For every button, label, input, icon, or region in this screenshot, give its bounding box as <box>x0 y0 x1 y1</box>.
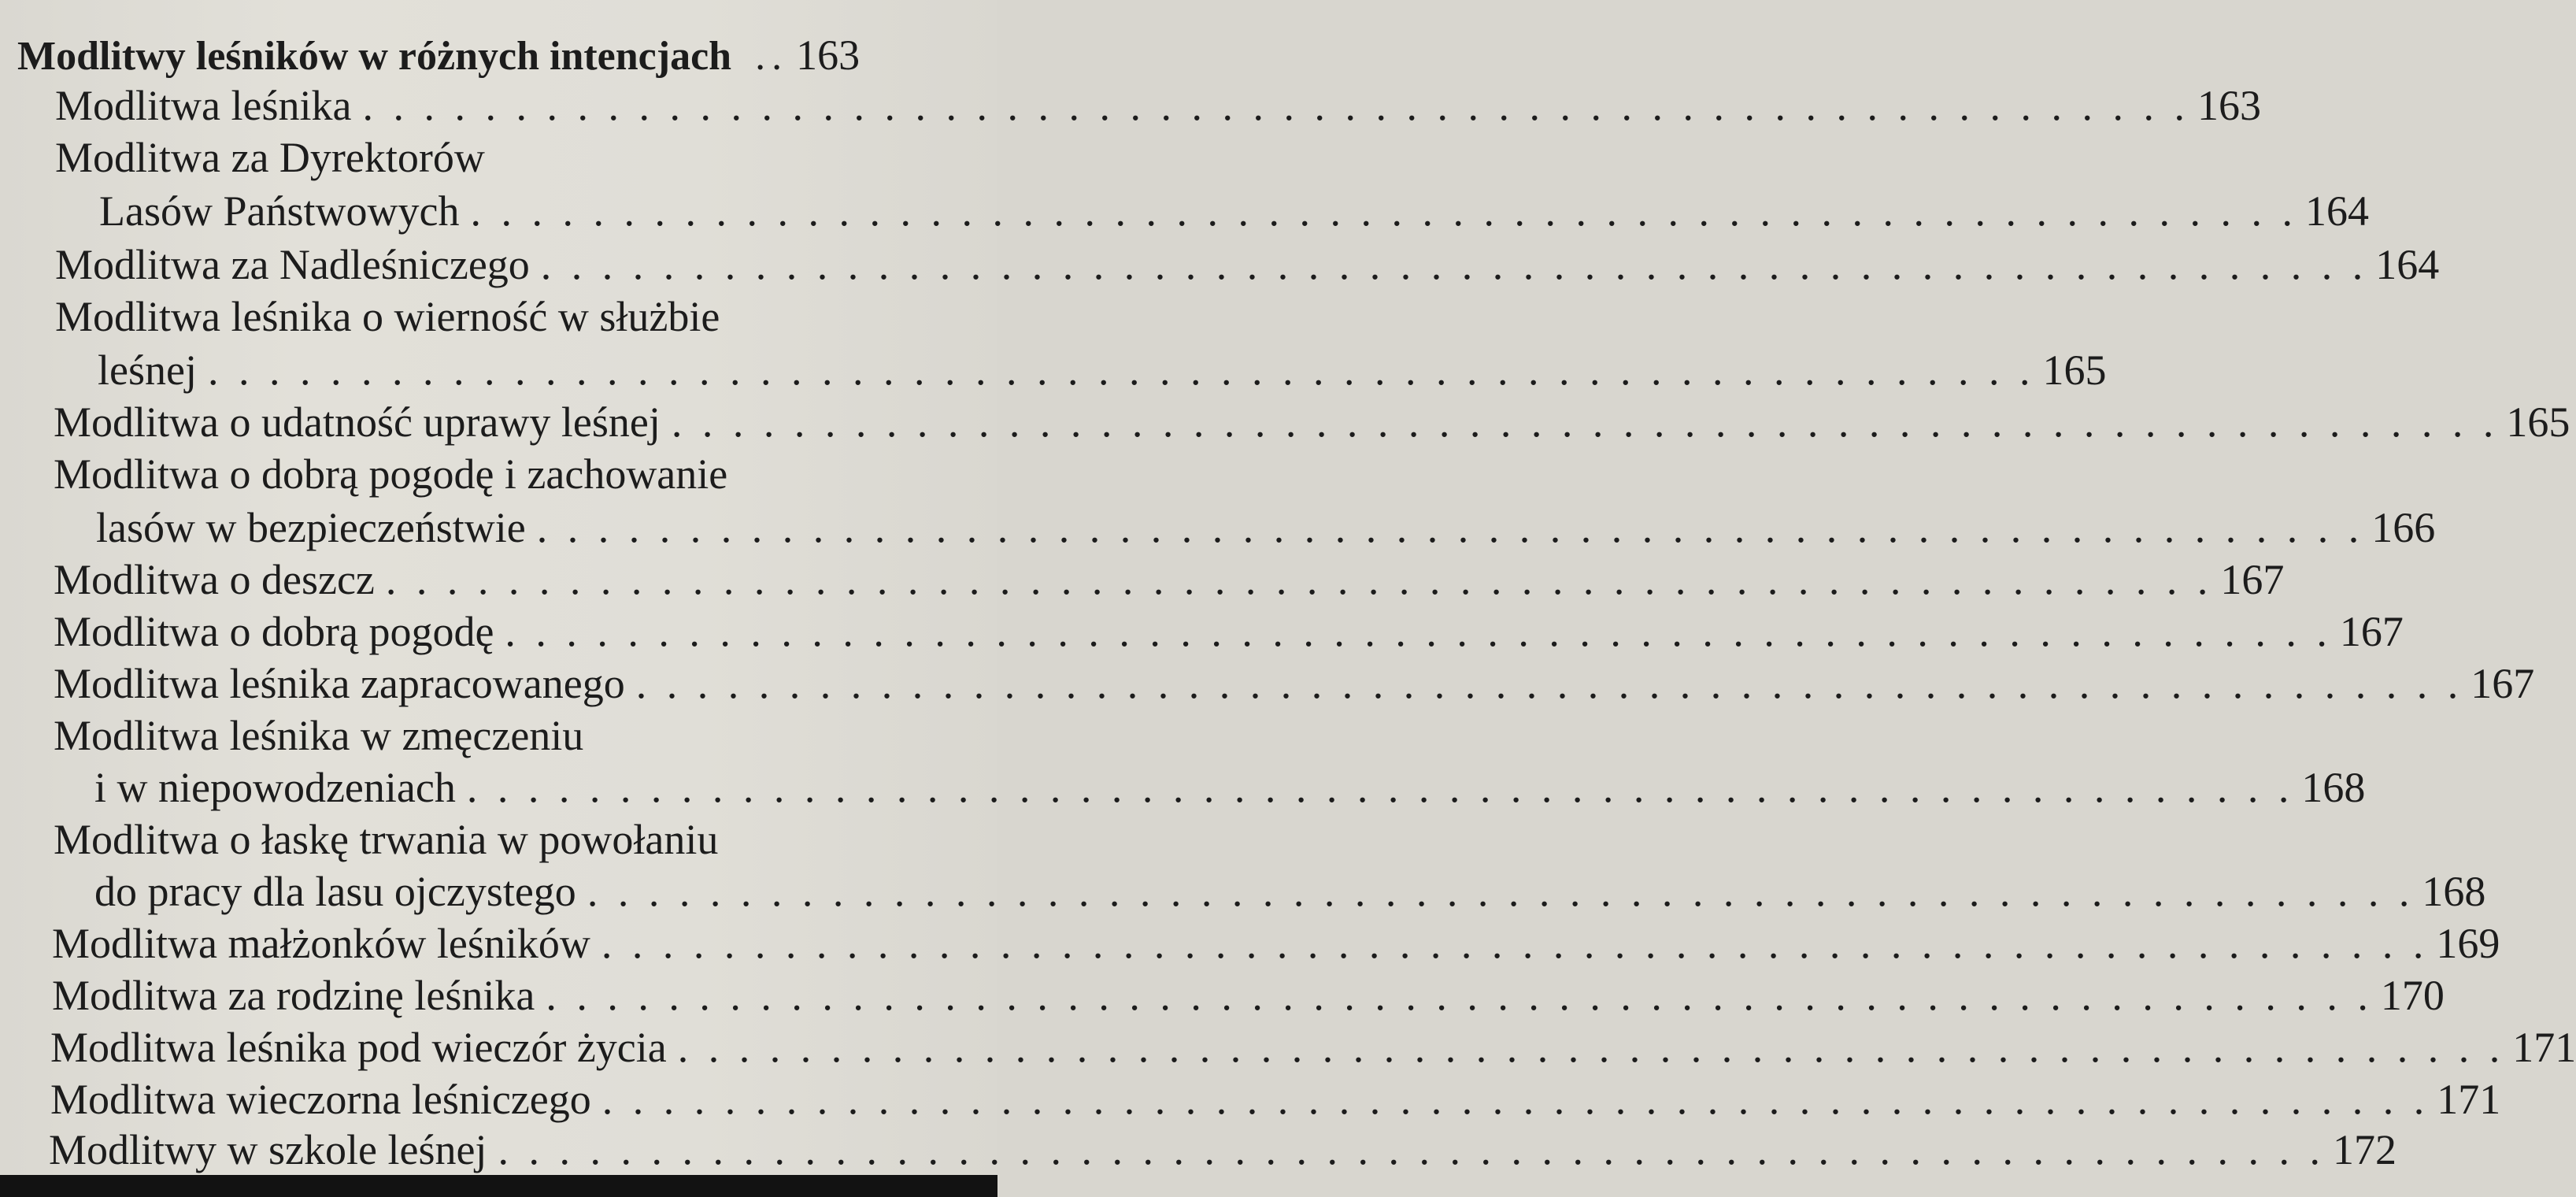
toc-leader-dots: . . . . . . . . . . . . . . . . . . . . . . . . . . . . . . . . . . . . . . . . . . . . . . . . . . . . . . . . . . . . <box>466 764 2294 811</box>
toc-leader-dots: . . . . . . . . . . . . . . . . . . . . . . . . . . . . . . . . . . . . . . . . . . . . . . . . . . . . . . . . . . . . <box>540 241 2368 288</box>
toc-leader-dots: . . . . . . . . . . . . . . . . . . . . . . . . . . . . . . . . . . . . . . . . . . . . . . . . . . . . . . . . . . . . <box>635 660 2463 707</box>
toc-entry <box>55 134 976 181</box>
toc-leader-dots: . . . . . . . . . . . . . . . . . . . . . . . . . . . . . . . . . . . . . . . . . . . . . . . . . . . . . . . . . . . . <box>546 972 2373 1019</box>
toc-entry-title: Modlitwa o dobrą pogodę i zachowanie <box>54 450 728 498</box>
toc-entry-title: Modlitwa leśnika zapracowanego <box>54 660 625 707</box>
toc-entry-continuation <box>94 764 2366 811</box>
toc-entry-continuation <box>98 346 2107 394</box>
toc-entry-title-continued: do pracy dla lasu ojczystego <box>94 868 576 915</box>
toc-leader-dots: . . . . . . . . . . . . . . . . . . . . . . . . . . . . . . . . . . . . . . . . . . . . . . . . . . . . . . . . . . . . <box>207 346 2035 394</box>
toc-entry-title: Modlitwa wieczorna leśniczego <box>50 1076 591 1123</box>
toc-page-number: 172 <box>2332 1126 2396 1173</box>
toc-entry-title: Modlitwa o dobrą pogodę <box>54 608 494 655</box>
toc-entry-continuation <box>96 504 2436 551</box>
toc-heading-title: Modlitwy leśników w różnych intencjach <box>17 34 732 79</box>
toc-leader-dots: . . . . . . . . . . . . . . . . . . . . . . . . . . . . . . . . . . . . . . . . . . . . . . . . . . . . . . . . . . . . <box>587 868 2415 915</box>
toc-entry-title-continued: i w niepowodzeniach <box>94 764 456 811</box>
toc-page-number: 169 <box>2436 920 2500 967</box>
toc-section-heading <box>17 32 976 79</box>
toc-page-number: 165 <box>2042 346 2107 394</box>
toc-entry <box>54 816 959 863</box>
toc-entry <box>54 450 968 498</box>
toc-leader-dots: . . . . . . . . . . . . . . . . . . . . . . . . . . . . . . . . . . . . . . . . . . . . . . . . . . . . . . . . . . . . <box>671 398 2499 446</box>
toc-entry <box>49 1126 2396 1173</box>
toc-entry <box>55 293 973 340</box>
toc-entry-continuation <box>94 868 2486 915</box>
toc-entry <box>50 1024 2576 1071</box>
toc-entry-title: Modlitwa za rodzinę leśnika <box>52 972 535 1019</box>
toc-page-number: 167 <box>2339 608 2404 655</box>
toc-leader-dots: . . . . . . . . . . . . . . . . . . . . . . . . . . . . . . . . . . . . . . . . . . . . . . . . . . . . . . . . . . . . <box>362 82 2189 129</box>
toc-page-number: 168 <box>2422 868 2486 915</box>
toc-entry <box>54 608 2404 655</box>
toc-page-number: 164 <box>2304 187 2369 235</box>
toc-entry-title: Modlitwa o deszcz <box>54 556 375 603</box>
toc-entry-title: Modlitwa leśnika pod wieczór życia <box>50 1024 667 1071</box>
toc-entry <box>52 972 2445 1019</box>
toc-entry-title: Modlitwy w szkole leśnej <box>49 1126 487 1173</box>
toc-entry-title-continued: Lasów Państwowych <box>99 187 460 235</box>
toc-entry-title: Modlitwa o łaskę trwania w powołaniu <box>54 816 719 863</box>
toc-entry-title: Modlitwa leśnika w zmęczeniu <box>54 712 584 759</box>
toc-entry-title-continued: lasów w bezpieczeństwie <box>96 504 526 551</box>
toc-entry-title: Modlitwa za Nadleśniczego <box>55 241 530 288</box>
toc-leader-dots: . . . . . . . . . . . . . . . . . . . . . . . . . . . . . . . . . . . . . . . . . . . . . . . . . . . . . . . . . . . . <box>601 1076 2430 1123</box>
toc-entry <box>50 1076 2501 1123</box>
toc-page-number: 163 <box>2197 82 2261 129</box>
toc-entry-title: Modlitwa małżonków leśników <box>52 920 590 967</box>
toc-entry-title: Modlitwa leśnika o wierność w służbie <box>55 293 720 340</box>
toc-page-number: 167 <box>2471 660 2535 707</box>
toc-entry <box>55 241 2440 288</box>
toc-leader-dots: . . . . . . . . . . . . . . . . . . . . . . . . . . . . . . . . . . . . . . . . . . . . . . . . . . . . . . . . . . . . <box>505 608 2332 655</box>
toc-page-number: 164 <box>2375 241 2440 288</box>
toc-page-number: 168 <box>2301 764 2366 811</box>
toc-entry-title-continued: leśnej <box>98 346 197 394</box>
toc-entry <box>52 920 2500 967</box>
toc-page-number: 166 <box>2371 504 2436 551</box>
toc-entry-title: Modlitwa o udatność uprawy leśnej <box>54 398 661 446</box>
toc-leader-dots: .. <box>755 34 789 79</box>
toc-page-number: 170 <box>2380 972 2445 1019</box>
toc-entry-title: Modlitwa za Dyrektorów <box>55 134 485 181</box>
toc-leader-dots: . . . . . . . . . . . . . . . . . . . . . . . . . . . . . . . . . . . . . . . . . . . . . . . . . . . . . . . . . . . . <box>677 1024 2505 1071</box>
toc-entry <box>55 82 2261 129</box>
toc-leader-dots: . . . . . . . . . . . . . . . . . . . . . . . . . . . . . . . . . . . . . . . . . . . . . . . . . . . . . . . . . . . . <box>601 920 2429 967</box>
toc-entry <box>54 712 962 759</box>
toc-entry <box>54 660 2535 707</box>
toc-leader-dots: . . . . . . . . . . . . . . . . . . . . . . . . . . . . . . . . . . . . . . . . . . . . . . . . . . . . . . . . . . . . <box>470 187 2297 235</box>
toc-leader-dots: . . . . . . . . . . . . . . . . . . . . . . . . . . . . . . . . . . . . . . . . . . . . . . . . . . . . . . . . . . . . <box>385 556 2213 603</box>
toc-page-number: 165 <box>2506 398 2570 446</box>
toc-entry <box>54 398 2570 446</box>
toc-entry-continuation <box>99 187 2369 235</box>
toc-entry-title: Modlitwa leśnika <box>55 82 352 129</box>
toc-leader-dots: . . . . . . . . . . . . . . . . . . . . . . . . . . . . . . . . . . . . . . . . . . . . . . . . . . . . . . . . . . . . <box>536 504 2364 551</box>
page-bottom-edge <box>0 1175 997 1197</box>
toc-page-number: 163 <box>796 32 861 79</box>
toc-page-number: 167 <box>2220 556 2285 603</box>
toc-entry <box>54 556 2285 603</box>
toc-page-number: 171 <box>2437 1076 2501 1123</box>
toc-leader-dots: . . . . . . . . . . . . . . . . . . . . . . . . . . . . . . . . . . . . . . . . . . . . . . . . . . . . . . . . . . . . <box>498 1126 2325 1173</box>
toc-page-number: 171 <box>2512 1024 2576 1071</box>
